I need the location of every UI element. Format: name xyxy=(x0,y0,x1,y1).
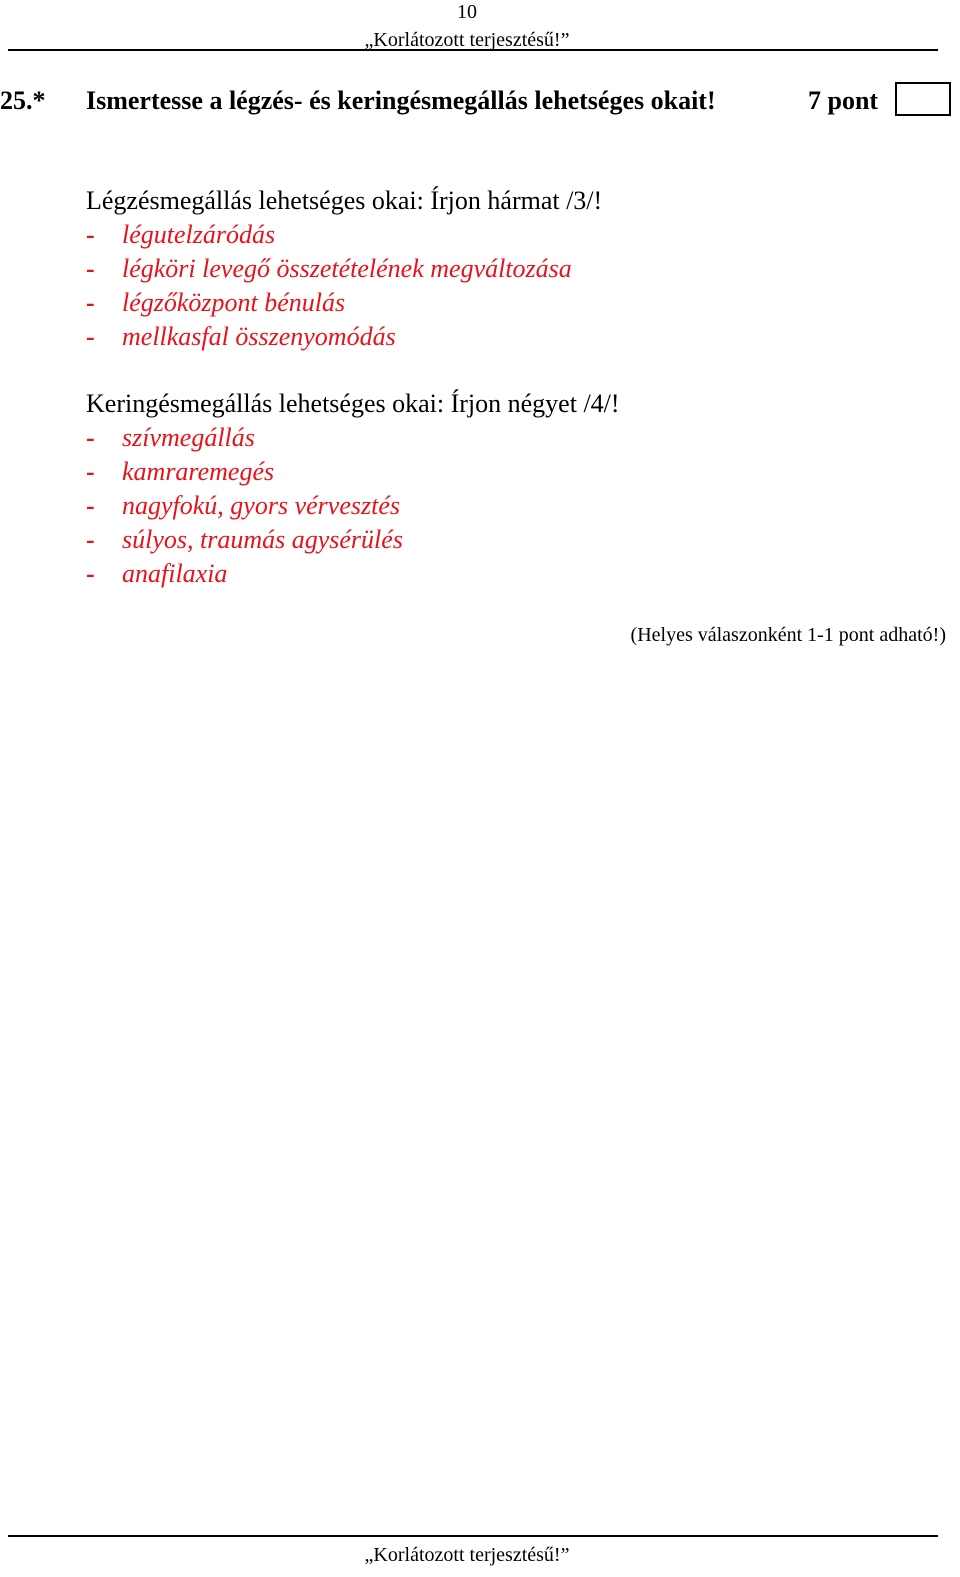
footer-distribution-label: „Korlátozott terjesztésű!” xyxy=(364,1544,570,1566)
answer-text: nagyfokú, gyors vérvesztés xyxy=(122,491,400,520)
footer-divider xyxy=(8,1535,938,1537)
answer-text: szívmegállás xyxy=(122,423,255,452)
answer-text: légzőközpont bénulás xyxy=(122,288,346,317)
list-dash: - xyxy=(86,322,95,351)
respiratory-heading: Légzésmegállás lehetséges okai: Írjon hármat /3/! xyxy=(86,186,603,215)
header-distribution-label: „Korlátozott terjesztésű!” xyxy=(364,29,570,51)
question-row xyxy=(0,82,960,122)
list-dash: - xyxy=(86,525,95,554)
list-dash: - xyxy=(86,288,95,317)
list-dash: - xyxy=(86,423,95,452)
answer-text: kamraremegés xyxy=(122,457,275,486)
list-dash: - xyxy=(86,559,95,588)
score-box[interactable] xyxy=(895,82,951,116)
circulatory-heading: Keringésmegállás lehetséges okai: Írjon négyet /4/! xyxy=(86,389,620,418)
answer-text: anafilaxia xyxy=(122,559,228,588)
question-number: 25.* xyxy=(0,86,46,115)
page-number: 10 xyxy=(457,1,477,23)
answer-text: légutelzáródás xyxy=(122,220,276,249)
question-points: 7 pont xyxy=(808,86,879,115)
list-dash: - xyxy=(86,491,95,520)
list-dash: - xyxy=(86,254,95,283)
scoring-note: (Helyes válaszonként 1-1 pont adható!) xyxy=(630,624,946,646)
answer-text: súlyos, traumás agysérülés xyxy=(122,525,403,554)
list-dash: - xyxy=(86,457,95,486)
question-text: Ismertesse a légzés- és keringésmegállás lehetséges okait! xyxy=(86,86,716,115)
answer-text: légköri levegő összetételének megváltozása xyxy=(122,254,572,283)
header-divider xyxy=(8,49,938,51)
list-dash: - xyxy=(86,220,95,249)
answer-text: mellkasfal összenyomódás xyxy=(122,322,396,351)
